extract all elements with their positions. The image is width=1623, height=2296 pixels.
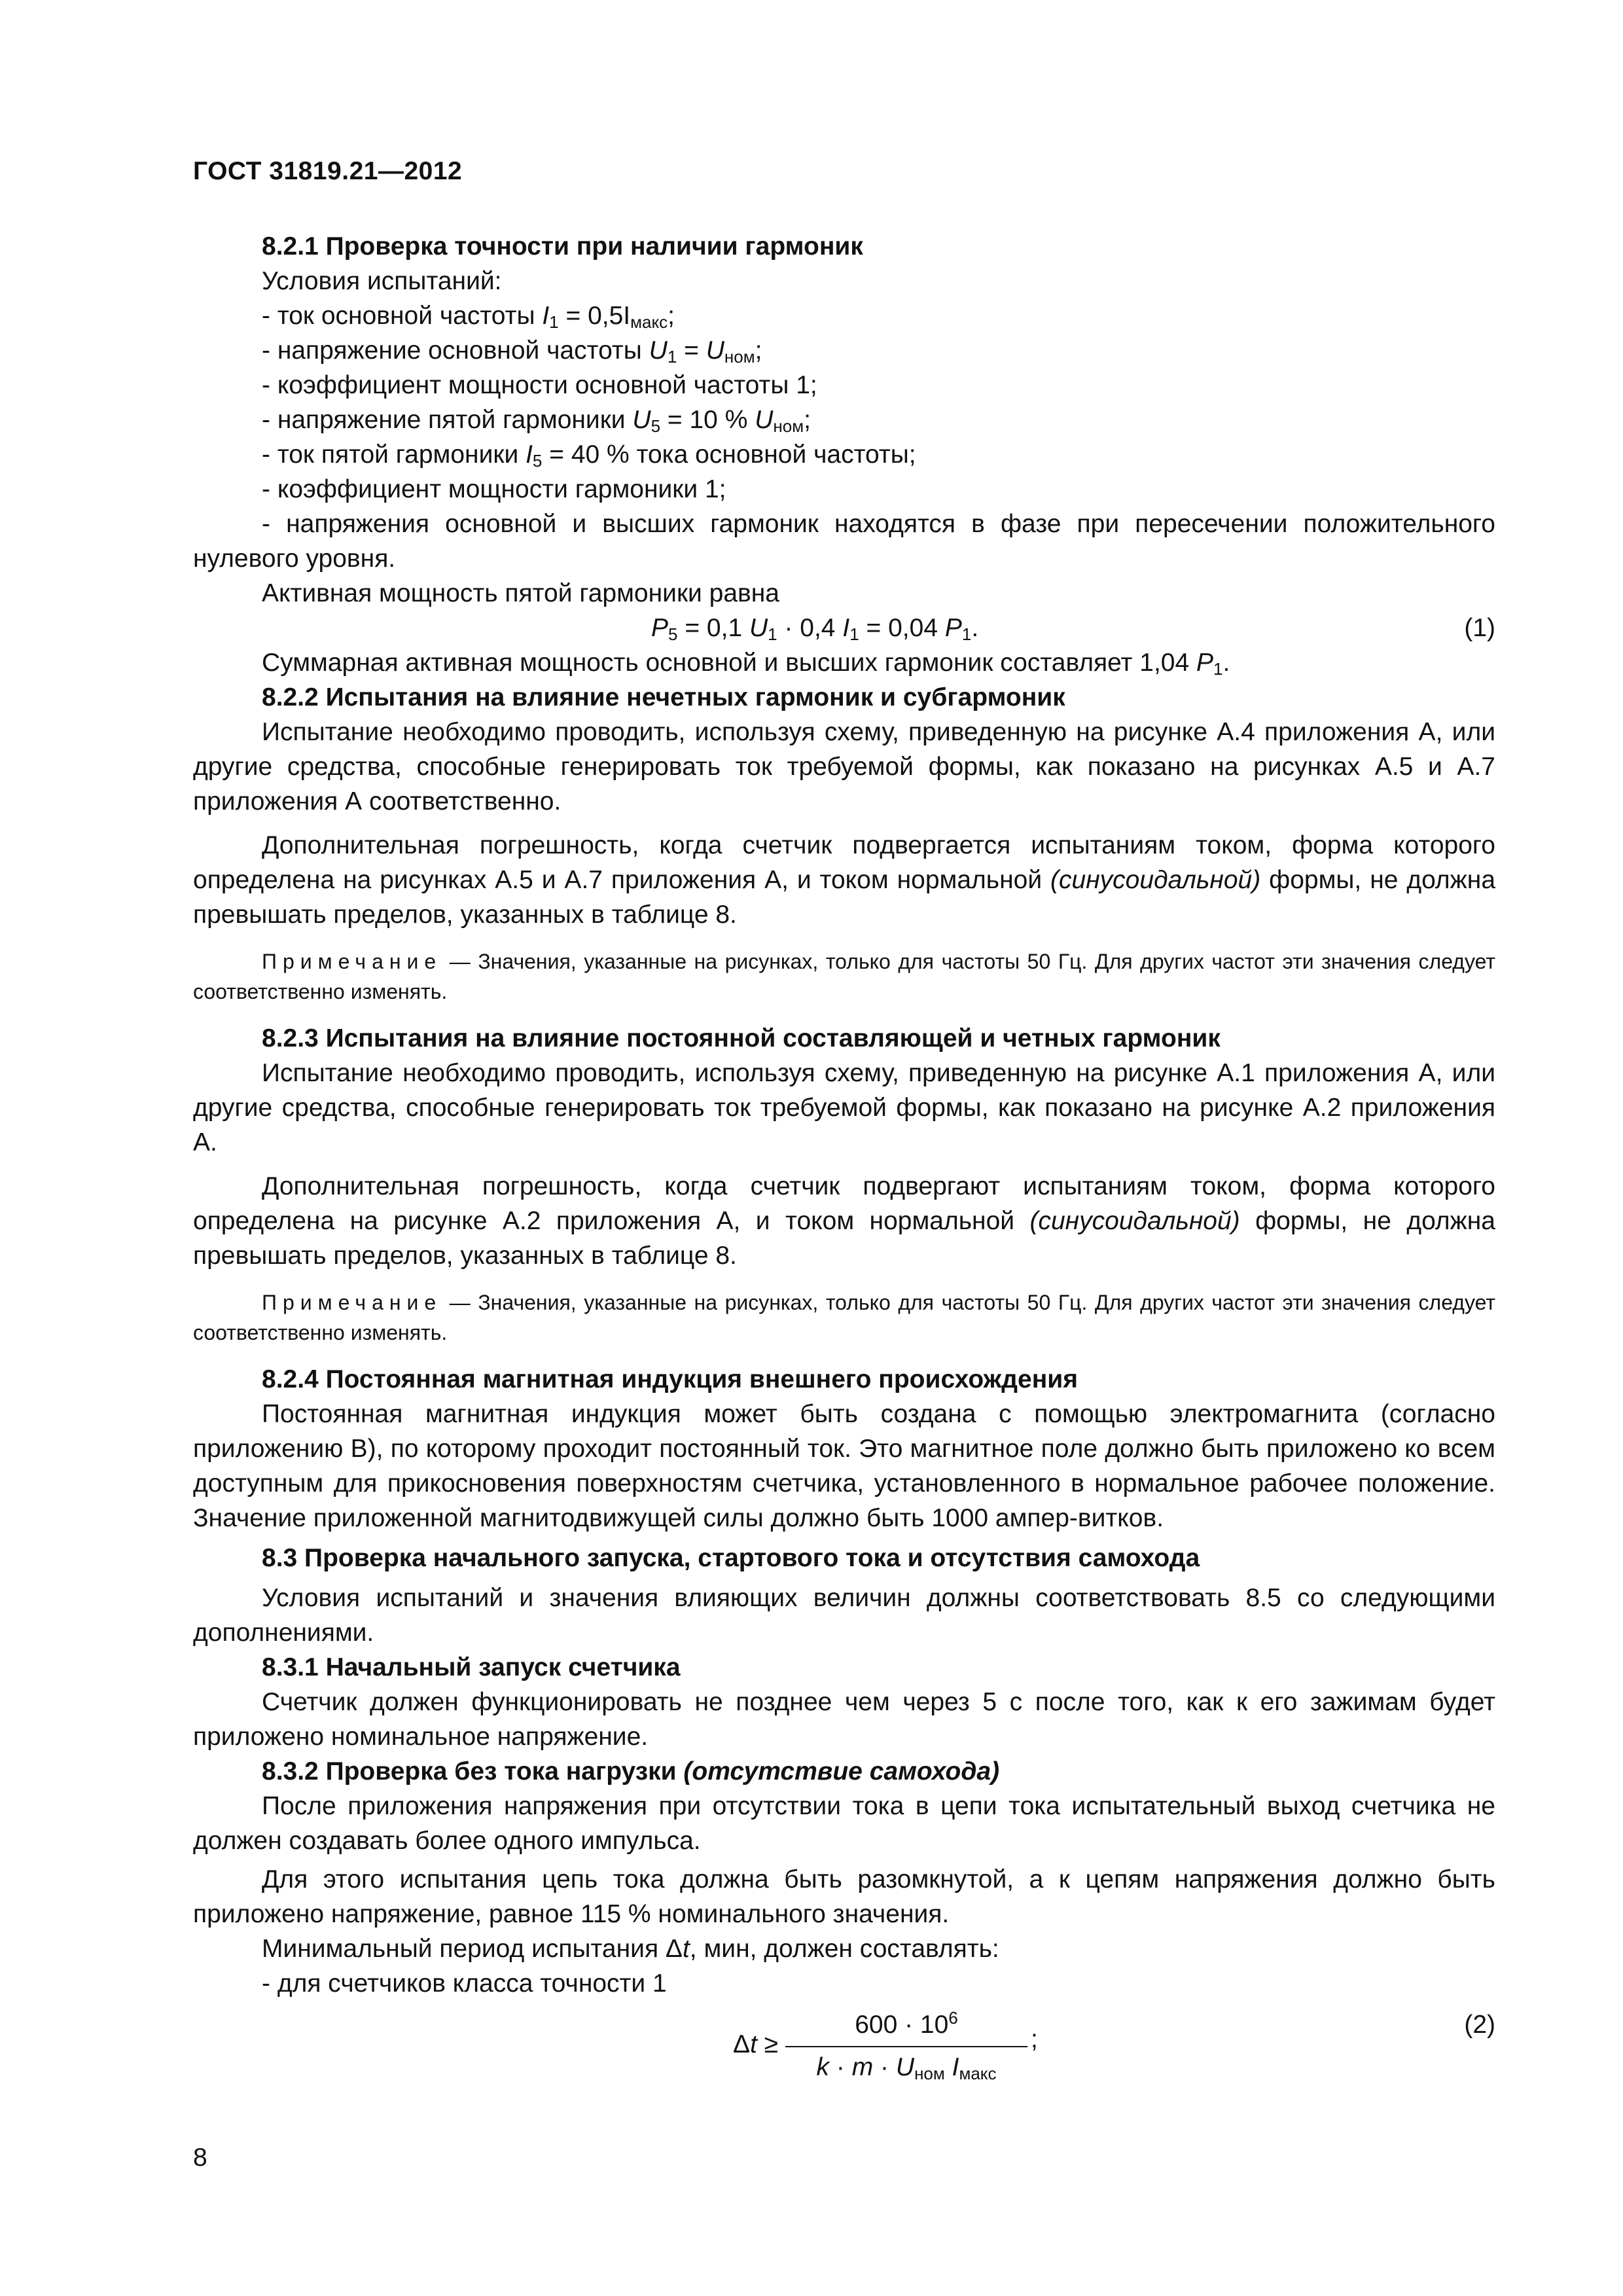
paragraph: Для этого испытания цепь тока должна быть разомкнутой, а к цепям напряжения должно быть приложено напряжение, равное 115 % номинального значения. [193, 1865, 1495, 1928]
condition-item: - напряжение основной частоты $U_1 = U_{ном}$; [262, 336, 762, 367]
page-number: 8 [193, 2144, 207, 2172]
paragraph: Суммарная активная мощность основной и высших гармоник составляет 1,04 $P_1$. [262, 649, 1230, 679]
condition-item: - ток основной частоты $I_1 = 0,5I_{макс}$; [262, 302, 675, 332]
paragraph: После приложения напряжения при отсутствии тока в цепи тока испытательный выход счетчика не должен создавать более одного импульса. [193, 1792, 1495, 1855]
paragraph: Активная мощность пятой гармоники равна [262, 579, 779, 607]
condition-item: - ток пятой гармоники $I_5 = 40$ % тока основной частоты; [262, 440, 916, 471]
note-label: Примечание [262, 950, 442, 973]
standard-header: ГОСТ 31819.21—2012 [193, 157, 463, 185]
condition-item: - напряжение пятой гармоники $U_5 = 10$ % $U_{ном}$; [262, 406, 811, 436]
section-8-3-heading: 8.3 Проверка начального запуска, стартового тока и отсутствия самохода [262, 1544, 1200, 1572]
formula-1 [193, 611, 1495, 645]
paragraph: Счетчик должен функционировать не позднее чем через 5 с после того, как к его зажимам будет приложено номинальное напряжение. [193, 1688, 1495, 1751]
conditions-title: Условия испытаний: [262, 267, 502, 295]
section-8-3-2-heading: 8.3.2 Проверка без тока нагрузки (отсутствие самохода) [262, 1757, 1000, 1785]
formula-2-semicolon: ; [1031, 2025, 1038, 2053]
note: Примечание — Значения, указанные на рисунках, только для частоты 50 Гц. Для других частот эти значения следует соответственно изменять. [193, 1291, 1495, 1344]
condition-item: - коэффициент мощности гармоники 1; [262, 475, 726, 503]
paragraph: Условия испытаний и значения влияющих величин должны соответствовать 8.5 со следующими дополнениями. [193, 1584, 1495, 1647]
condition-item: - коэффициент мощности основной частоты 1; [262, 371, 817, 399]
list-item: - для счетчиков класса точности 1 [262, 1969, 667, 1998]
paragraph: Постоянная магнитная индукция может быть создана с помощью электромагнита (согласно приложению В), по которому проходит постоянный ток. Это магнитное поле должно быть приложено ко всем доступным для прикосновения поверхностям счетчика, установленного в нормальное рабочее положение. Значение приложенной магнитодвижущей силы должно быть 1000 ампер-витков. [193, 1400, 1495, 1532]
paragraph: Испытание необходимо проводить, используя схему, приведенную на рисунке А.4 приложения А, или другие средства, способные генерировать ток требуемой формы, как показано на рисунках А.5 и А.7 приложения А соответственно. [193, 718, 1495, 816]
page-content [193, 229, 1495, 2099]
paragraph: Дополнительная погрешность, когда счетчик подвергается испытаниям током, форма которого определена на рисунках А.5 и А.7 приложения А, и током нормальной (синусоидальной) формы, не должна превышать пределов, указанных в таблице 8. [193, 831, 1496, 929]
formula-1-expression: $P_5 = 0,1$ $U_1 \cdot 0,4$ $I_1 = 0,04$ $P_1$. [651, 614, 979, 644]
paragraph: Дополнительная погрешность, когда счетчик подвергают испытаниям током, форма которого определена на рисунке А.2 приложения А, и током нормальной (синусоидальной) формы, не должна превышать пределов, указанных в таблице 8. [193, 1172, 1495, 1270]
note: Примечание — Значения, указанные на рисунках, только для частоты 50 Гц. Для других частот эти значения следует соответственно изменять. [193, 950, 1495, 1003]
condition-item: - напряжения основной и высших гармоник находятся в фазе при пересечении положительного нулевого уровня. [193, 510, 1495, 573]
formula-2-fraction [785, 2007, 1027, 2085]
section-8-2-2-heading: 8.2.2 Испытания на влияние нечетных гармоник и субгармоник [262, 683, 1065, 711]
formula-2 [193, 2007, 1495, 2099]
formula-2-lhs: Δt ≥ [733, 2030, 779, 2058]
formula-2-numerator: $600 \cdot 10^6$ [785, 2007, 1027, 2047]
section-8-2-3-heading: 8.2.3 Испытания на влияние постоянной составляющей и четных гармоник [262, 1024, 1221, 1052]
section-8-2-1-heading: 8.2.1 Проверка точности при наличии гармоник [262, 232, 863, 260]
paragraph: Испытание необходимо проводить, используя схему, приведенную на рисунке А.1 приложения А, или другие средства, способные генерировать ток требуемой формы, как показано на рисунке А.2 приложения А. [193, 1059, 1495, 1157]
note-label: Примечание [262, 1291, 442, 1314]
section-8-2-4-heading: 8.2.4 Постоянная магнитная индукция внешнего происхождения [262, 1365, 1079, 1393]
paragraph: Минимальный период испытания Δt, мин, должен составлять: [262, 1935, 999, 1963]
formula-2-denominator: $k \cdot m \cdot U_{ном}$ $I_{макс}$ [816, 2053, 997, 2083]
formula-2-number: (2) [1464, 2011, 1495, 2039]
section-8-3-1-heading: 8.3.1 Начальный запуск счетчика [262, 1653, 681, 1681]
formula-1-number: (1) [1464, 614, 1495, 642]
